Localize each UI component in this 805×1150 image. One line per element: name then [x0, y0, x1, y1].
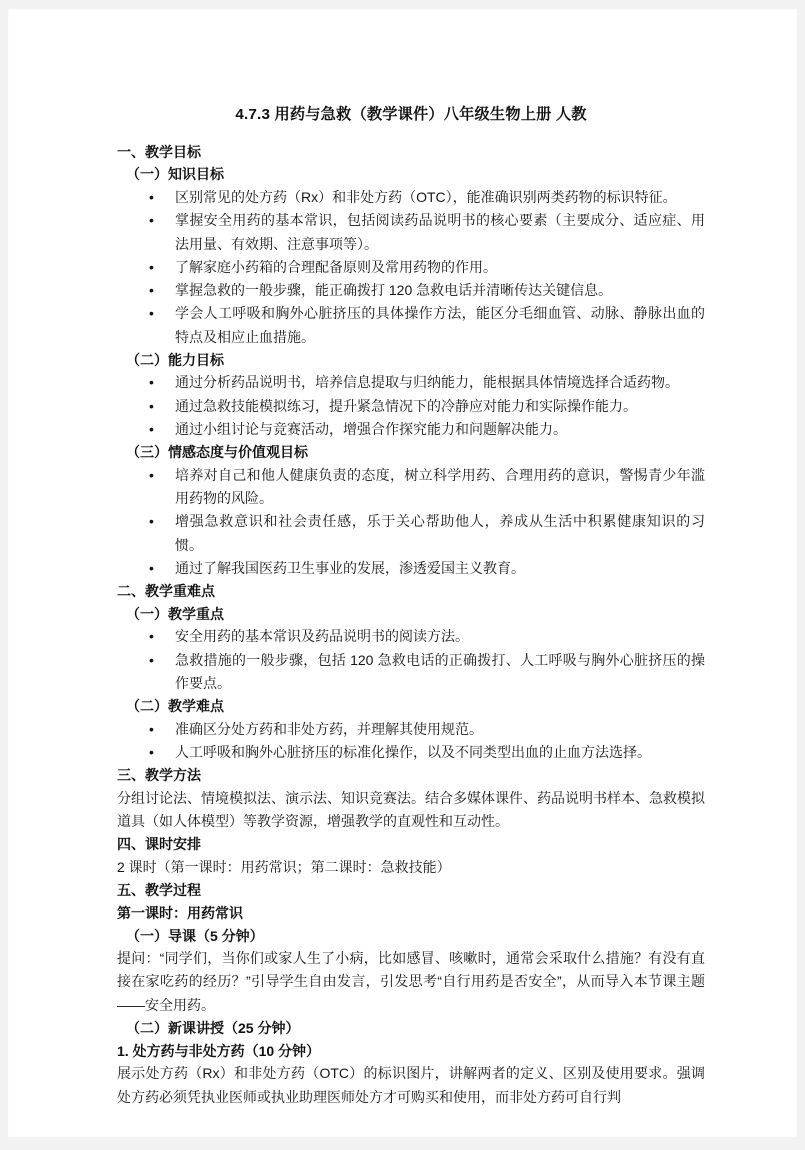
list-item	[117, 279, 705, 302]
list-item-text: 学会人工呼吸和胸外心脏挤压的具体操作方法，能区分毛细血管、动脉、静脉出血的特点及相应止血措施。	[175, 305, 705, 345]
topic-heading: 1. 处方药与非处方药（10 分钟）	[117, 1042, 321, 1059]
list-item	[117, 186, 705, 209]
paragraph: 分组讨论法、情境模拟法、演示法、知识竞赛法。结合多媒体课件、药品说明书样本、急救模拟道具（如人体模型）等教学资源，增强教学的直观性和互动性。	[117, 789, 705, 830]
list-item	[117, 209, 705, 255]
document-body	[117, 141, 705, 1109]
document-title: 4.7.3 用药与急救（教学课件）八年级生物上册 人教	[235, 106, 587, 123]
list-item-text: 急救措施的一般步骤，包括 120 急救电话的正确拨打、人工呼吸与胸外心脏挤压的操作要点。	[175, 651, 705, 691]
list-item-text: 人工呼吸和胸外心脏挤压的标准化操作，以及不同类型出血的止血方法选择。	[175, 743, 651, 760]
list-item	[117, 649, 705, 695]
bullet-dot-icon: •	[149, 743, 154, 760]
bullet-dot-icon: •	[149, 466, 154, 483]
bullet-dot-icon: •	[149, 212, 154, 229]
list-item	[117, 510, 705, 556]
subsection-heading: （二）能力目标	[126, 351, 224, 368]
bullet-dot-icon: •	[149, 374, 154, 391]
subsection-heading: （二）新课讲授（25 分钟）	[126, 1019, 300, 1036]
list-item	[117, 256, 705, 279]
list-item-text: 掌握安全用药的基本常识，包括阅读药品说明书的核心要素（主要成分、适应症、用法用量、有效期、注意事项等）。	[175, 212, 705, 252]
bullet-dot-icon: •	[149, 513, 154, 530]
subsection-heading: （二）教学难点	[126, 698, 224, 715]
bullet-dot-icon: •	[149, 189, 154, 206]
section-heading: 一、教学目标	[117, 143, 201, 160]
bullet-dot-icon: •	[149, 397, 154, 414]
subsection-heading: （三）情感态度与价值观目标	[126, 444, 308, 461]
list-item-text: 通过分析药品说明书，培养信息提取与归纳能力，能根据具体情境选择合适药物。	[175, 374, 679, 391]
list-item	[117, 418, 705, 441]
bullet-dot-icon: •	[149, 420, 154, 437]
list-item-text: 通过小组讨论与竞赛活动，增强合作探究能力和问题解决能力。	[175, 420, 567, 437]
section-heading: 二、教学重难点	[117, 583, 215, 599]
list-item-text: 增强急救意识和社会责任感，乐于关心帮助他人，养成从生活中积累健康知识的习惯。	[175, 513, 705, 553]
list-item	[117, 741, 705, 764]
list-item	[117, 371, 705, 394]
paragraph: 2 课时（第一课时：用药常识；第二课时：急救技能）	[117, 859, 451, 875]
bullet-dot-icon: •	[149, 258, 154, 275]
list-item	[117, 395, 705, 418]
list-item	[117, 557, 705, 580]
bullet-dot-icon: •	[149, 628, 154, 645]
bullet-list	[117, 625, 705, 695]
list-item-text: 安全用药的基本常识及药品说明书的阅读方法。	[175, 628, 469, 645]
bullet-dot-icon: •	[149, 559, 154, 576]
list-item-text: 通过急救技能模拟练习，提升紧急情况下的冷静应对能力和实际操作能力。	[175, 397, 637, 414]
bullet-list	[117, 718, 705, 764]
bullet-dot-icon: •	[149, 282, 154, 299]
list-item-text: 掌握急救的一般步骤，能正确拨打 120 急救电话并清晰传达关键信息。	[175, 282, 613, 299]
bullet-dot-icon: •	[149, 720, 154, 737]
bullet-dot-icon: •	[149, 651, 154, 668]
list-item-text: 了解家庭小药箱的合理配备原则及常用药物的作用。	[175, 258, 497, 275]
bullet-list	[117, 186, 705, 349]
list-item-text: 培养对自己和他人健康负责的态度，树立科学用药、合理用药的意识，警惕青少年滥用药物的风险。	[175, 466, 705, 507]
list-item	[117, 625, 705, 648]
list-item	[117, 302, 705, 348]
list-item-text: 准确区分处方药和非处方药，并理解其使用规范。	[175, 720, 483, 737]
section-heading: 五、教学过程	[117, 882, 201, 899]
section-heading: 四、课时安排	[117, 836, 201, 853]
topic-heading: 第一课时：用药常识	[117, 904, 243, 921]
bullet-list	[117, 371, 705, 441]
subsection-heading: （一）知识目标	[126, 166, 224, 183]
document-content-column	[117, 104, 705, 1109]
list-item	[117, 464, 705, 510]
document-page	[8, 9, 797, 1137]
list-item	[117, 718, 705, 741]
list-item-text: 区别常见的处方药（Rx）和非处方药（OTC），能准确识别两类药物的标识特征。	[175, 189, 677, 206]
subsection-heading: （一）导课（5 分钟）	[126, 927, 264, 944]
bullet-list	[117, 464, 705, 580]
list-item-text: 通过了解我国医药卫生事业的发展，渗透爱国主义教育。	[175, 559, 525, 576]
bullet-dot-icon: •	[149, 305, 154, 322]
paragraph: 展示处方药（Rx）和非处方药（OTC）的标识图片，讲解两者的定义、区别及使用要求。强调处方药必须凭执业医师或执业助理医师处方才可购买和使用，而非处方药可自行判	[117, 1065, 705, 1105]
subsection-heading: （一）教学重点	[126, 605, 224, 622]
section-heading: 三、教学方法	[117, 767, 201, 784]
paragraph: 提问：“同学们，当你们或家人生了小病，比如感冒、咳嗽时，通常会采取什么措施？有没有直接在家吃药的经历？”引导学生自由发言，引发思考“自行用药是否安全”，从而导入本节课主题——安全用药。	[117, 950, 705, 1013]
